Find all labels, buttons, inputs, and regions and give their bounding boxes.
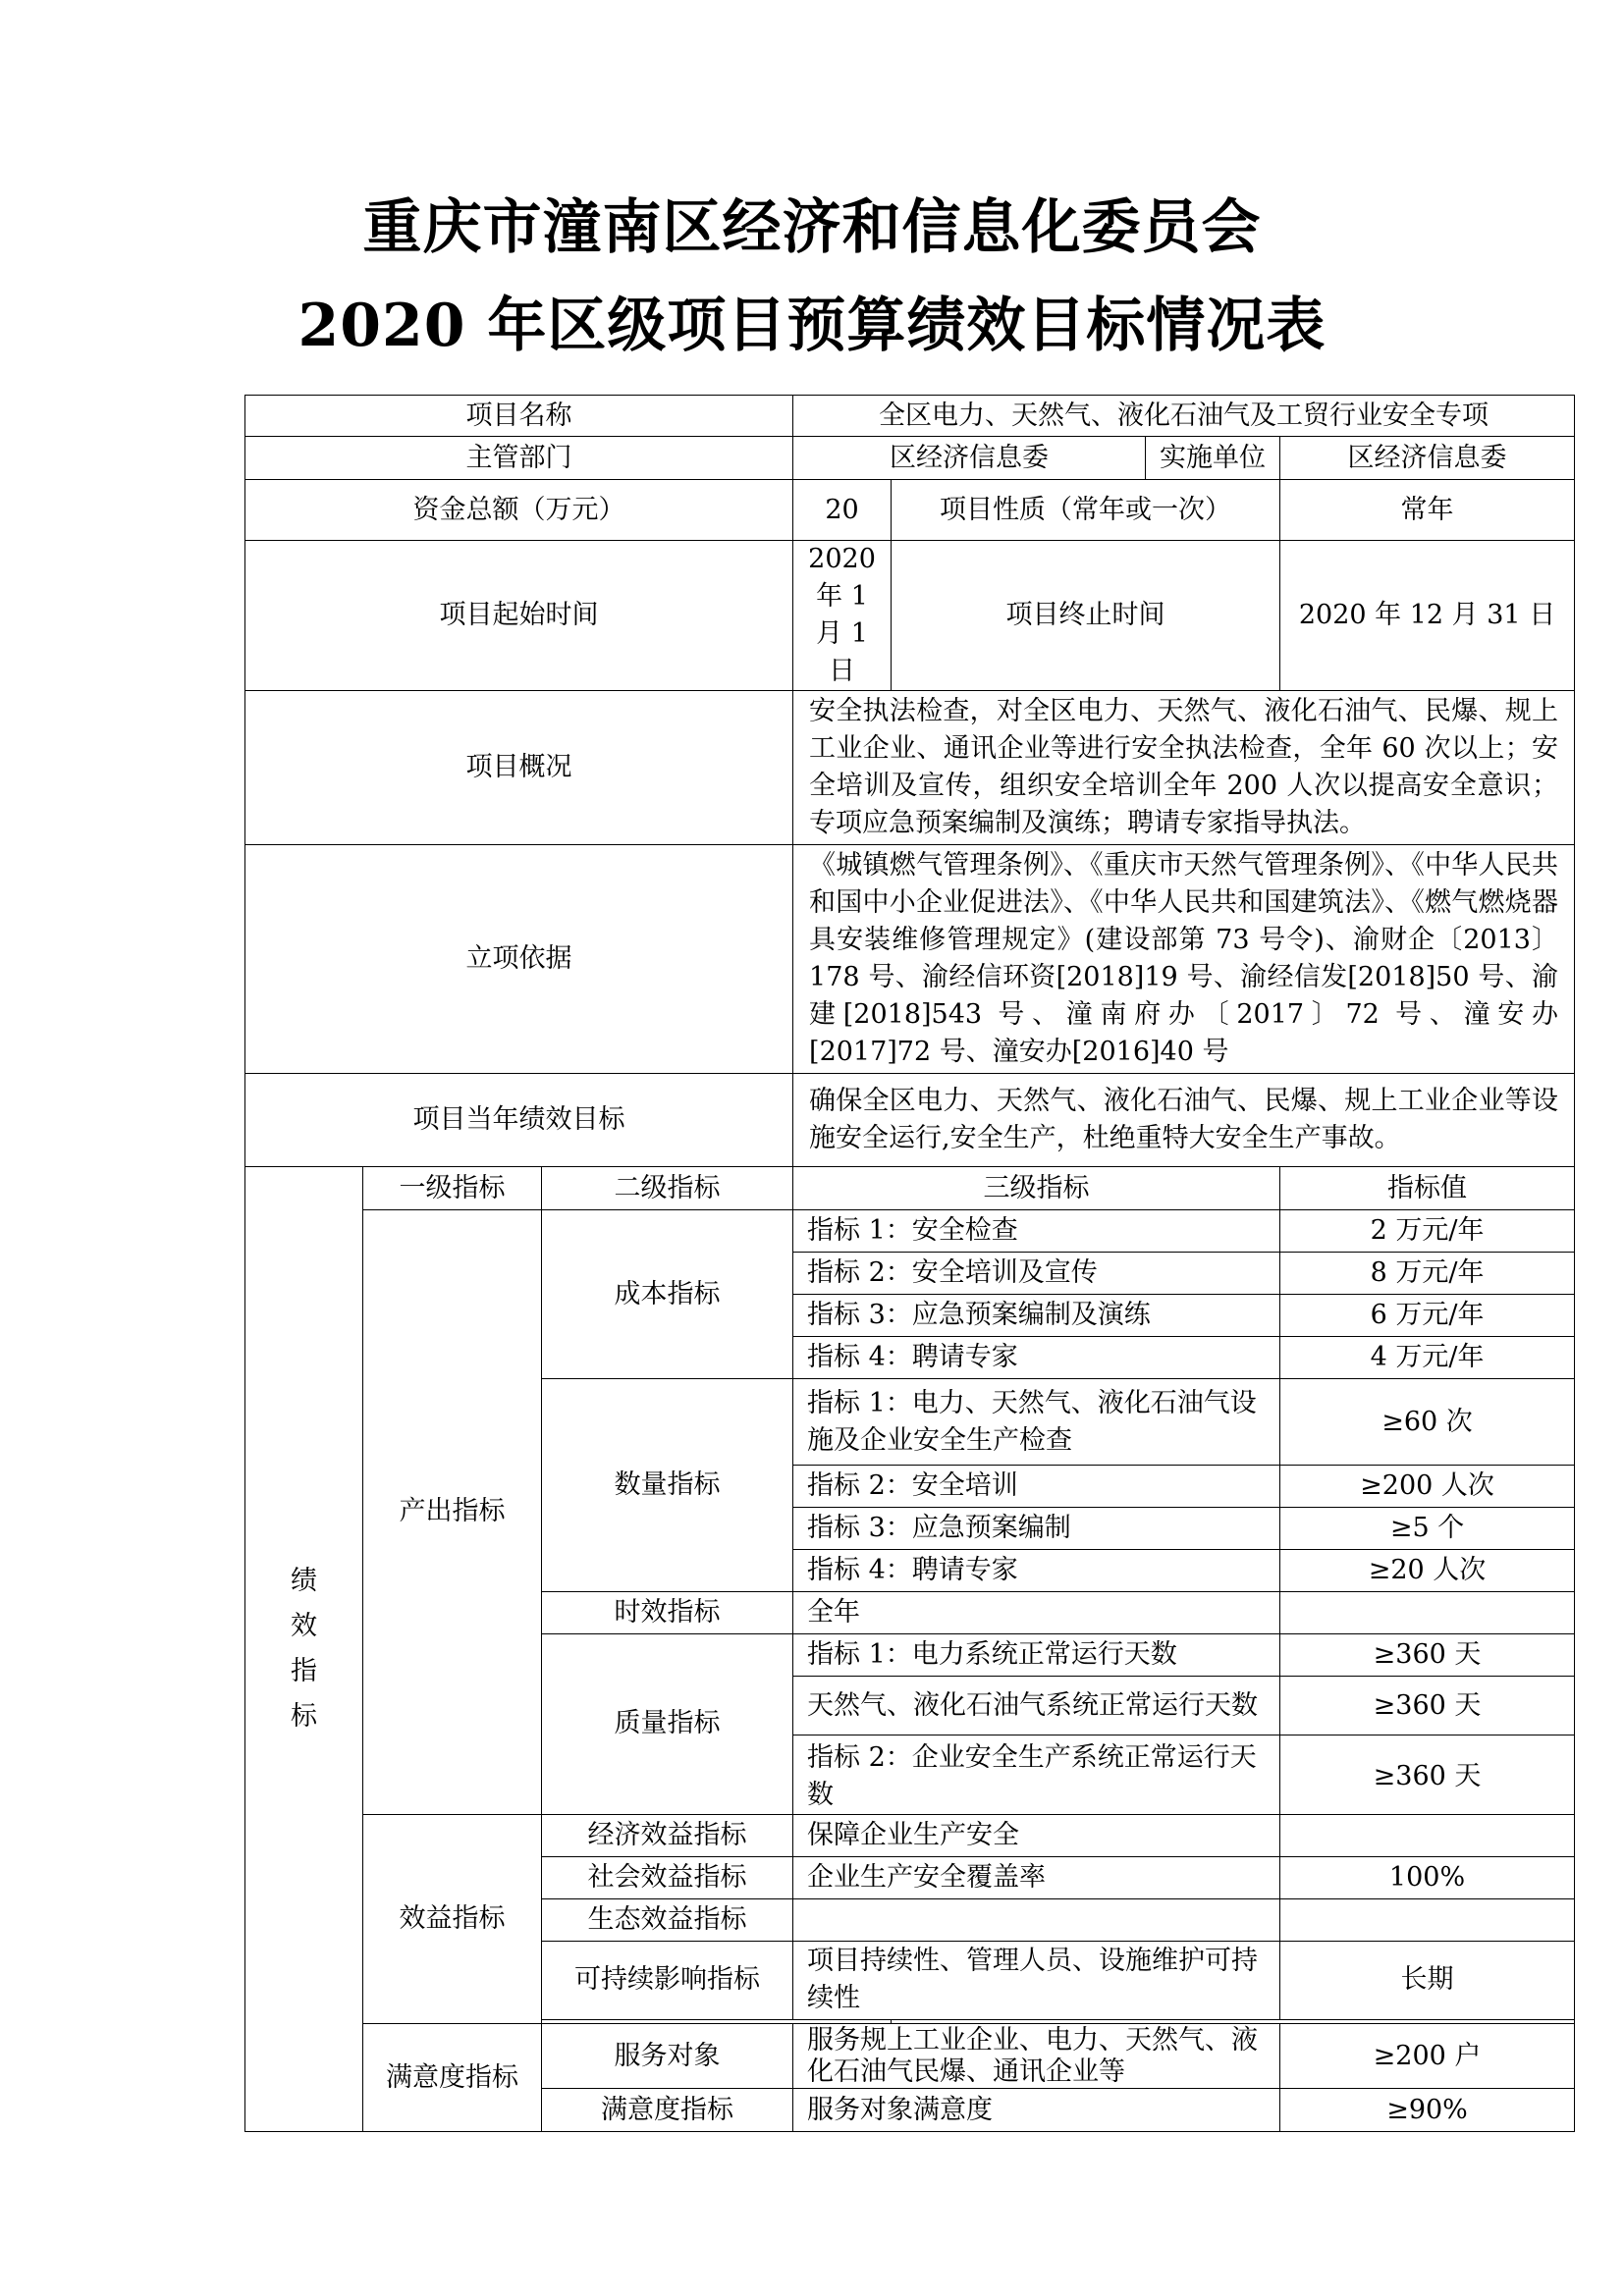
quality-item: 指标 2：企业安全生产系统正常运行天数: [793, 1739, 1280, 1815]
service-target-item: 服务规上工业企业、电力、天然气、液化石油气民爆、通讯企业等: [793, 2024, 1280, 2089]
budget-performance-table: [244, 395, 1575, 2132]
sustain-item: 项目持续性、管理人员、设施维护可持续性: [793, 1941, 1280, 2019]
annual-goal-label: 项目当年绩效目标: [245, 1074, 793, 1167]
cost-item-value: 8 万元/年: [1280, 1253, 1575, 1295]
quantity-item: 指标 2：安全培训: [793, 1466, 1280, 1508]
eco-benefit-indicator: 生态效益指标: [542, 1898, 793, 1941]
cost-item: 指标 3：应急预案编制及演练: [793, 1295, 1280, 1337]
cost-item: 指标 4：聘请专家: [793, 1337, 1280, 1379]
document-title-line2: 2020 年区级项目预算绩效目标情况表: [298, 292, 1326, 360]
quantity-item-value: ≥20 人次: [1280, 1550, 1575, 1592]
social-benefit-indicator: 社会效益指标: [542, 1856, 793, 1898]
quantity-item: 指标 1：电力、天然气、液化石油气设施及企业安全生产检查: [793, 1379, 1280, 1466]
fund-total-label: 资金总额（万元）: [245, 480, 793, 541]
cost-item-value: 4 万元/年: [1280, 1337, 1575, 1379]
impl-unit-label: 实施单位: [1146, 437, 1280, 480]
timeliness-value: [1280, 1592, 1575, 1634]
impl-unit-value: 区经济信息委: [1280, 437, 1575, 480]
cost-item: 指标 1：安全检查: [793, 1210, 1280, 1253]
quantity-item: 指标 4：聘请专家: [793, 1550, 1280, 1592]
quality-item-value: ≥360 天: [1280, 1677, 1575, 1735]
eco-benefit-item: [793, 1898, 1280, 1941]
basis-value: 《城镇燃气管理条例》、《重庆市天然气管理条例》、《中华人民共和国中小企业促进法》、《中华人民共和国建筑法》、《燃气燃烧器具安装维修管理规定》(建设部第 73 号令)、渝财企〔2013〕178 号、渝经信环资[2018]19 号、渝经信发[2018]50 号、渝建[2018]543 号、潼南府办〔2017〕72 号、潼安办[2017]72 号、潼安办[2016]40 号: [793, 845, 1575, 1074]
output-indicator: 产出指标: [363, 1210, 542, 1815]
sustain-value: 长期: [1280, 1941, 1575, 2019]
economic-benefit-indicator: 经济效益指标: [542, 1814, 793, 1856]
header-level2: 二级指标: [542, 1167, 793, 1210]
header-level1: 一级指标: [363, 1167, 542, 1210]
eco-benefit-value: [1280, 1898, 1575, 1941]
project-name-value: 全区电力、天然气、液化石油气及工贸行业安全专项: [793, 396, 1575, 437]
quantity-item-value: ≥5 个: [1280, 1508, 1575, 1550]
satisfaction-item: 服务对象满意度: [793, 2089, 1280, 2132]
quality-item-value: ≥360 天: [1280, 1634, 1575, 1677]
dept-value: 区经济信息委: [793, 437, 1146, 480]
quality-item: 天然气、液化石油气系统正常运行天数: [793, 1677, 1280, 1735]
social-benefit-value: 100%: [1280, 1856, 1575, 1898]
cost-indicator: 成本指标: [542, 1210, 793, 1379]
quantity-item-value: ≥60 次: [1280, 1379, 1575, 1466]
header-value: 指标值: [1280, 1167, 1575, 1210]
service-target-indicator: 服务对象: [542, 2024, 793, 2089]
cost-item: 指标 2：安全培训及宣传: [793, 1253, 1280, 1295]
quantity-indicator: 数量指标: [542, 1379, 793, 1592]
perf-section-label: [245, 1167, 363, 2132]
social-benefit-item: 企业生产安全覆盖率: [793, 1856, 1280, 1898]
quantity-item: 指标 3：应急预案编制: [793, 1508, 1280, 1550]
quantity-item-value: ≥200 人次: [1280, 1466, 1575, 1508]
overview-value: 安全执法检查，对全区电力、天然气、液化石油气、民爆、规上工业企业、通讯企业等进行安全执法检查，全年 60 次以上；安全培训及宣传，组织安全培训全年 200 人次以提高安全意识；专项应急预案编制及演练；聘请专家指导执法。: [793, 691, 1575, 845]
service-target-value: ≥200 户: [1280, 2024, 1575, 2089]
sustain-indicator: 可持续影响指标: [542, 1941, 793, 2019]
economic-benefit-value: [1280, 1814, 1575, 1856]
fund-total-value: 20: [793, 480, 892, 541]
start-time-value: 2020 年 1 月 1 日: [793, 541, 892, 691]
overview-label: 项目概况: [245, 691, 793, 845]
basis-label: 立项依据: [245, 845, 793, 1074]
timeliness-indicator: 时效指标: [542, 1592, 793, 1634]
start-time-label: 项目起始时间: [245, 541, 793, 691]
satisfaction-indicator: 满意度指标: [363, 2024, 542, 2132]
end-time-label: 项目终止时间: [892, 541, 1280, 691]
benefit-indicator: 效益指标: [363, 1814, 542, 2024]
dept-label: 主管部门: [245, 437, 793, 480]
satisfaction-sub-indicator: 满意度指标: [542, 2089, 793, 2132]
annual-goal-value: 确保全区电力、天然气、液化石油气、民爆、规上工业企业等设施安全运行,安全生产，杜绝重特大安全生产事故。: [793, 1074, 1575, 1167]
project-nature-label: 项目性质（常年或一次）: [892, 480, 1280, 541]
project-nature-value: 常年: [1280, 480, 1575, 541]
project-name-label: 项目名称: [245, 396, 793, 437]
economic-benefit-item: 保障企业生产安全: [793, 1814, 1280, 1856]
header-level3: 三级指标: [793, 1167, 1280, 1210]
cost-item-value: 2 万元/年: [1280, 1210, 1575, 1253]
end-time-value: 2020 年 12 月 31 日: [1280, 541, 1575, 691]
quality-item-value: ≥360 天: [1280, 1739, 1575, 1815]
satisfaction-value: ≥90%: [1280, 2089, 1575, 2132]
quality-indicator: 质量指标: [542, 1634, 793, 1815]
cost-item-value: 6 万元/年: [1280, 1295, 1575, 1337]
quality-item: 指标 1：电力系统正常运行天数: [793, 1634, 1280, 1677]
document-title-line1: 重庆市潼南区经济和信息化委员会: [362, 193, 1262, 262]
timeliness-item: 全年: [793, 1592, 1280, 1634]
perf-section-text: 绩效指标: [291, 1566, 317, 1732]
